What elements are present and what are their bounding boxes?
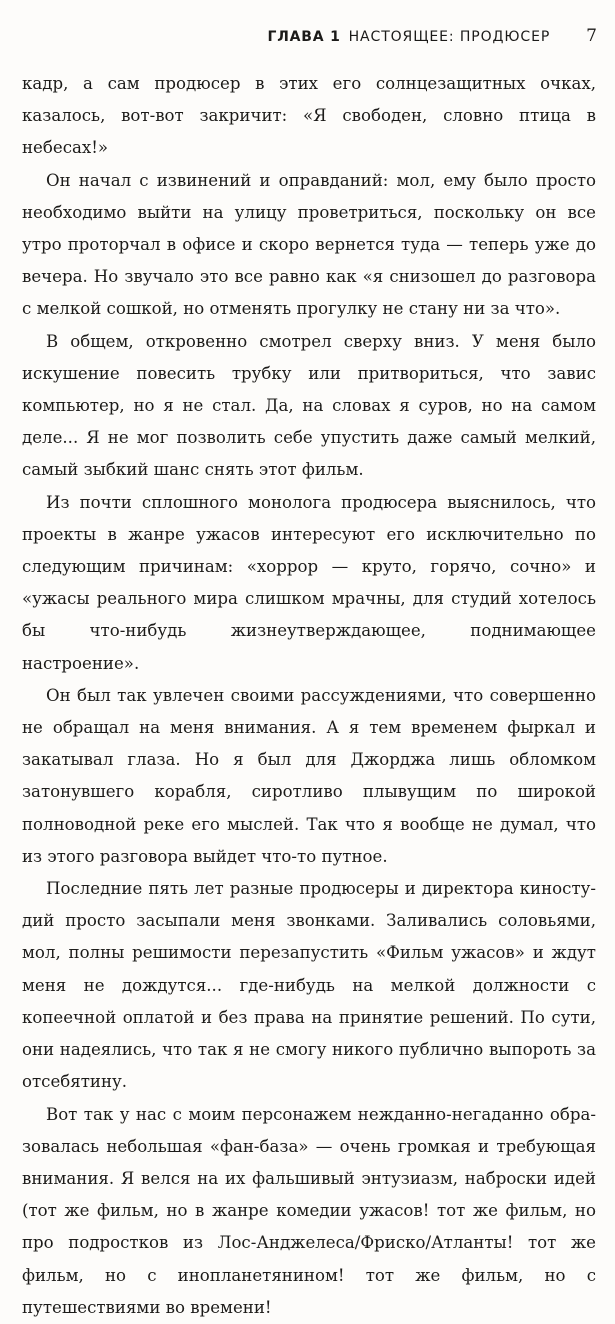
paragraph: Он начал с извинений и оправданий: мол, ему было просто необходимо выйти на улицу проветриться, поскольку он все утро проторчал в офисе и скоро вернется туда — теперь уже до вечера. Но звучало это все равно как «я снизошел до разговора с мелкой сошкой, но отменять прогулку не стану ни за что». (22, 170, 596, 319)
paragraph: кадр, а сам продюсер в этих его солнцезащитных очках, казалось, вот-вот закричит: «Я свободен, словно птица в небесах!» (22, 74, 596, 158)
chapter-label: ГЛАВА 1 (267, 29, 341, 45)
body-text (22, 68, 596, 1324)
chapter-title: НАСТОЯЩЕЕ: ПРОДЮСЕР (348, 29, 551, 45)
page-number: 7 (586, 26, 597, 46)
paragraph: Он был так увлечен своими рассуждениями, что совершенно не обращал на меня внимания. А я тем временем фыркал и закатывал глаза. Но я был для Джорджа лишь обломком затонувшего корабля, сиротливо плывущим по широкой полноводной реке его мыслей. Так что я вообще не думал, что из этого разговора выйдет что-то путное. (22, 685, 596, 866)
paragraph: Последние пять лет разные продюсеры и директора киностудий просто засыпали меня звонками. Заливались соловьями, мол, полны решимости перезапустить «Фильм ужасов» и ждут меня не дождутся... где-нибудь на мелкой должности с копеечной оплатой и без права на принятие решений. По сути, они надеялись, что так я не смогу никого публично выпороть за отсебятину. (22, 879, 596, 1092)
paragraph: Вот так у нас с моим персонажем нежданно-негаданно образовалась небольшая «фан-база» — очень громкая и требующая внимания. Я велся на их фальшивый энтузиазм, наброски идей (тот же фильм, но в жанре комедии ужасов! тот же фильм, но про подростков из Лос-Анджелеса/Фриско/Атланты! тот же фильм, но с инопланетянином! тот же фильм, но с путешествиями во времени! (22, 1104, 596, 1317)
paragraph: Из почти сплошного монолога продюсера выяснилось, что проекты в жанре ужасов интересуют его исключительно по следующим причинам: «хоррор — круто, горячо, сочно» и «ужасы реального мира слишком мрачны, для студий хотелось бы что-нибудь жизнеутверждающее, поднимающее настроение». (22, 492, 596, 673)
paragraph: В общем, откровенно смотрел сверху вниз. У меня было искушение повесить трубку или притвориться, что завис компьютер, но я не стал. Да, на словах я суров, но на самом деле... Я не мог позволить себе упустить даже самый мелкий, самый зыбкий шанс снять этот фильм. (22, 331, 596, 480)
running-header (20, 26, 597, 48)
